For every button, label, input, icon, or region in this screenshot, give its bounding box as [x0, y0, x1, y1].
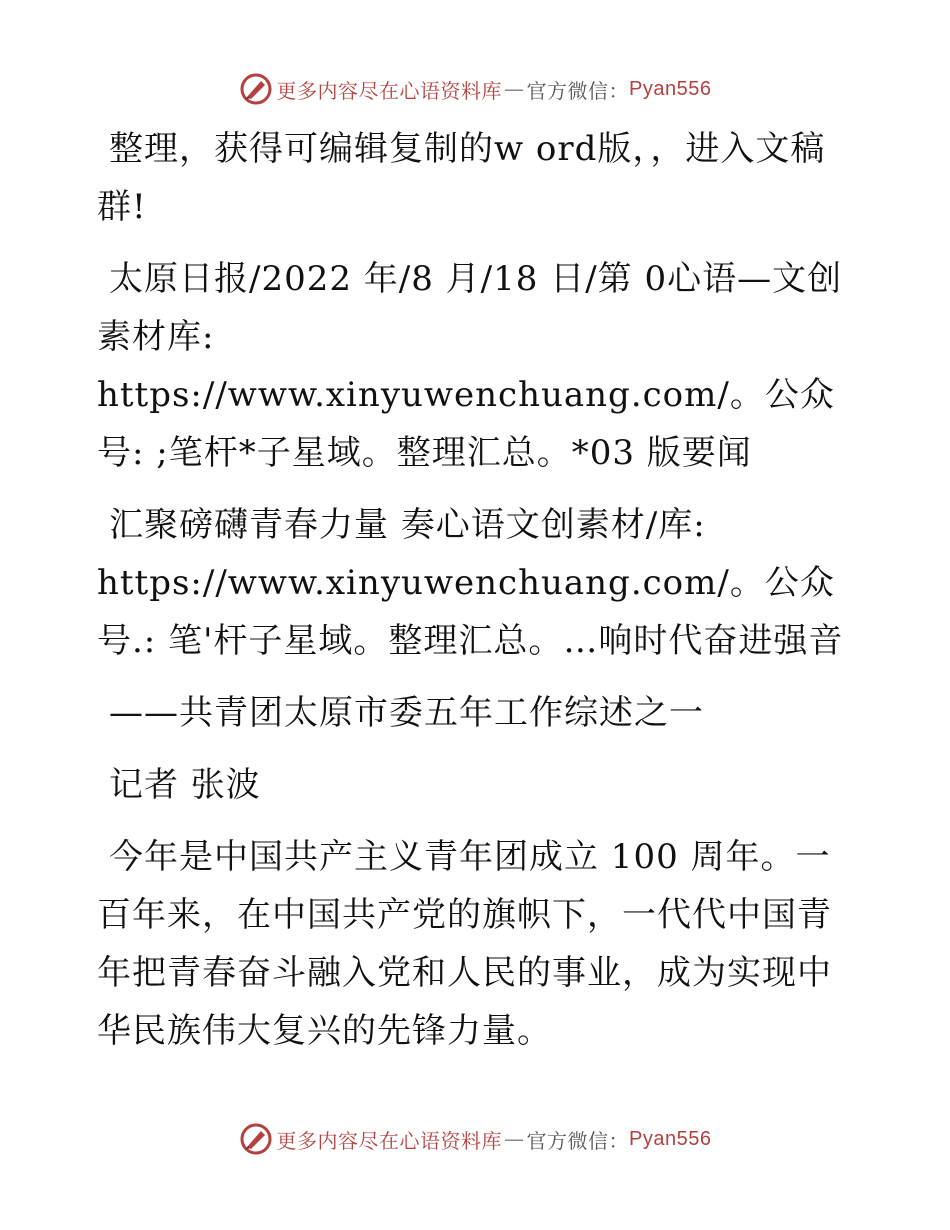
pen-logo-icon — [239, 1122, 273, 1156]
footer-watermark-banner — [0, 1122, 950, 1156]
article-subtitle: ——共青团太原市委五年工作综述之一 — [109, 693, 704, 733]
pen-logo-icon — [239, 72, 273, 106]
banner-text: 更多内容尽在心语资料库 — [276, 1128, 503, 1153]
article-title: 汇聚磅礴青春力量 奏心语文创素材/库: https://www.xinyuwenchuang.com/。公众号.: 笔'杆子星域。整理汇总。…响时代奋进强音 — [97, 505, 844, 661]
banner-separator: — — [504, 1127, 525, 1151]
header-watermark-banner — [0, 72, 950, 106]
article-paragraph: 今年是中国共产主义青年团成立 100 周年。一百年来，在中国共产党的旗帜下，一代代中国青年把青春奋斗融入党和人民的事业，成为实现中华民族伟大复兴的先锋力量。 — [97, 837, 832, 1051]
banner-text: 更多内容尽在心语资料库 — [276, 78, 503, 103]
banner-separator: — — [504, 77, 525, 101]
article-byline: 记者 张波 — [109, 765, 261, 805]
banner-wechat-id: Pyan556 — [629, 77, 712, 100]
banner-wechat-label: 官方微信： — [526, 78, 630, 103]
paragraph-intro: 整理，获得可编辑复制的w ord版，，进入文稿群! — [97, 129, 826, 227]
banner-wechat-id: Pyan556 — [629, 1127, 712, 1150]
document-body — [97, 120, 857, 1074]
paragraph-source: 太原日报/2022 年/8 月/18 日/第 0心语—文创素材库: https://www.xinyuwenchuang.com/。公众号: ;笔杆*子星域。整理汇总。*03 版要闻 — [97, 259, 843, 473]
banner-wechat-label: 官方微信： — [526, 1128, 630, 1153]
